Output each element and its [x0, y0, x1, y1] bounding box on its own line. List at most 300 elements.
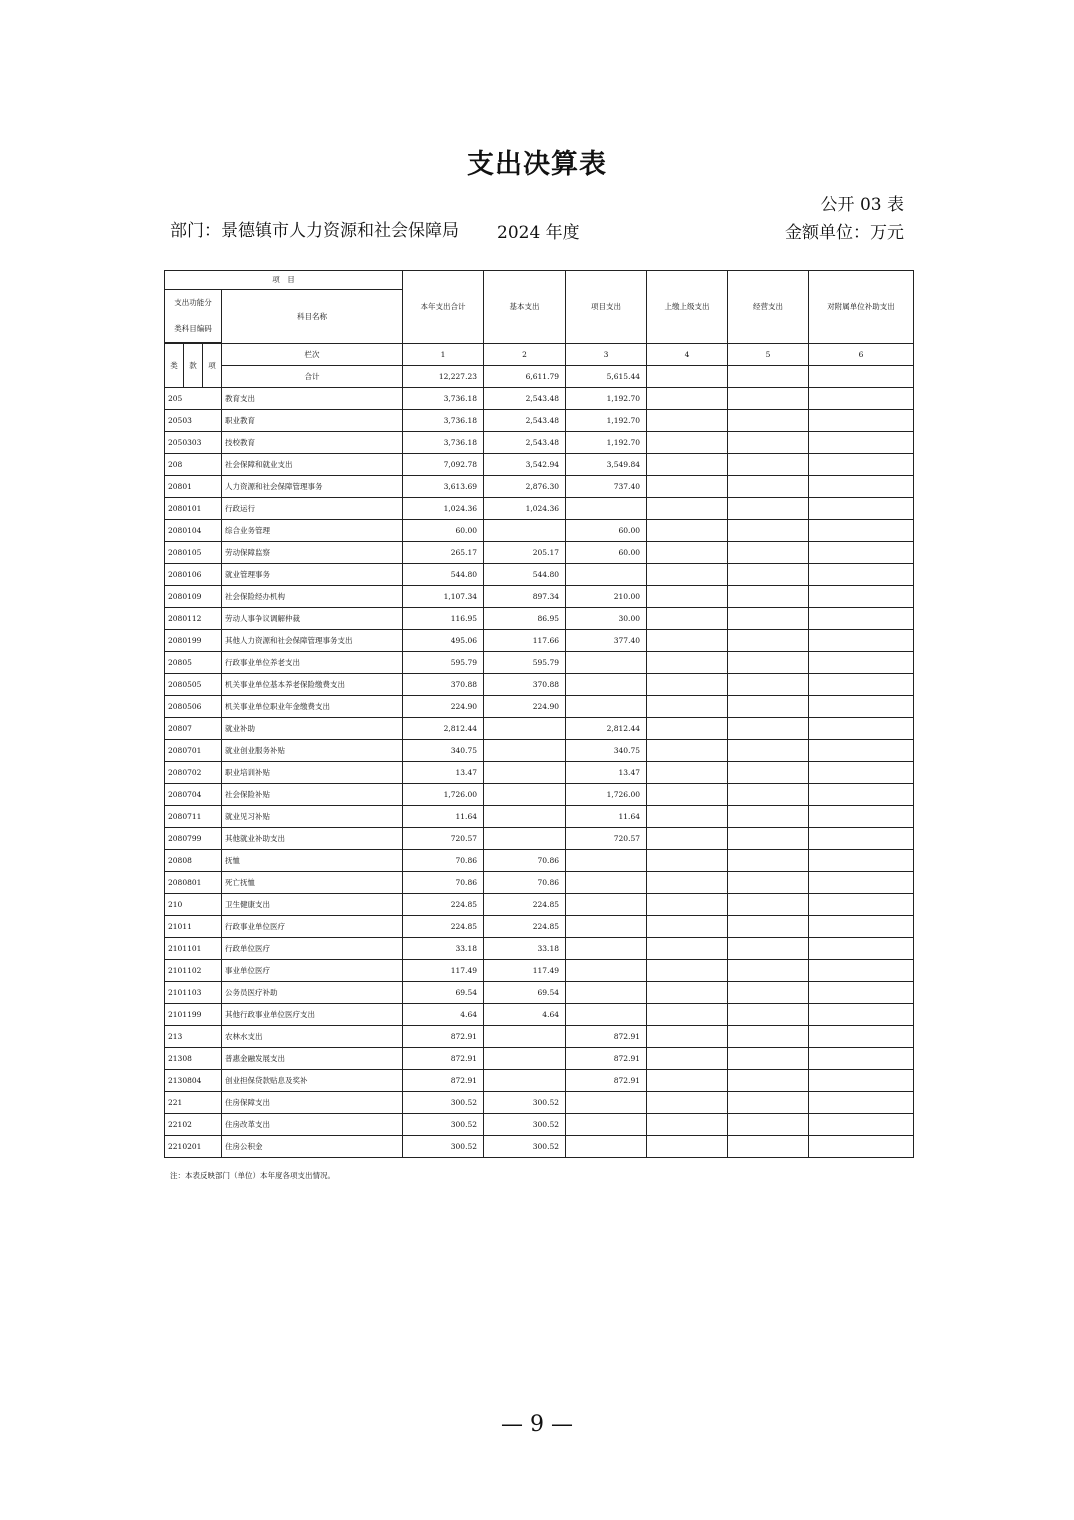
row-name: 行政事业单位医疗 [222, 916, 403, 938]
fiscal-year: 2024 年度 [497, 223, 580, 243]
table-row [165, 1026, 914, 1048]
row-code: 2101101 [165, 938, 222, 960]
row-name: 教育支出 [222, 388, 403, 410]
row-subsidy [809, 1048, 914, 1070]
row-code: 208 [165, 454, 222, 476]
header-lanci: 栏次 [222, 344, 403, 366]
header-heji: 合计 [222, 366, 403, 388]
empty-cell [647, 366, 728, 388]
row-total: 872.91 [403, 1026, 484, 1048]
row-name: 机关事业单位基本养老保险缴费支出 [222, 674, 403, 696]
row-business [728, 1114, 809, 1136]
row-total: 224.85 [403, 894, 484, 916]
row-name: 创业担保贷款贴息及奖补 [222, 1070, 403, 1092]
col-num-5: 5 [728, 344, 809, 366]
header-kuan: 款 [184, 344, 203, 388]
row-total: 1,024.36 [403, 498, 484, 520]
row-total: 872.91 [403, 1048, 484, 1070]
row-subsidy [809, 498, 914, 520]
row-name: 就业见习补贴 [222, 806, 403, 828]
col-num-3: 3 [566, 344, 647, 366]
row-code: 21011 [165, 916, 222, 938]
row-total: 70.86 [403, 850, 484, 872]
row-project: 2,812.44 [566, 718, 647, 740]
row-name: 死亡抚恤 [222, 872, 403, 894]
table-row [165, 784, 914, 806]
header-business: 经营支出 [728, 271, 809, 344]
row-code: 20503 [165, 410, 222, 432]
row-basic: 2,543.48 [484, 410, 566, 432]
row-subsidy [809, 740, 914, 762]
row-name: 社会保险补贴 [222, 784, 403, 806]
row-project [566, 696, 647, 718]
row-code: 20808 [165, 850, 222, 872]
row-code: 2080104 [165, 520, 222, 542]
row-total: 2,812.44 [403, 718, 484, 740]
row-upper [647, 960, 728, 982]
row-name: 公务员医疗补助 [222, 982, 403, 1004]
row-project: 720.57 [566, 828, 647, 850]
row-business [728, 872, 809, 894]
row-project: 30.00 [566, 608, 647, 630]
row-project [566, 938, 647, 960]
row-project [566, 872, 647, 894]
table-row [165, 476, 914, 498]
row-business [728, 652, 809, 674]
table-row [165, 696, 914, 718]
row-subsidy [809, 1026, 914, 1048]
row-upper [647, 718, 728, 740]
row-basic [484, 784, 566, 806]
row-business [728, 586, 809, 608]
row-upper [647, 1048, 728, 1070]
page-title: 支出决算表 [467, 149, 607, 180]
row-code: 2080701 [165, 740, 222, 762]
row-upper [647, 586, 728, 608]
row-basic: 1,024.36 [484, 498, 566, 520]
row-subsidy [809, 762, 914, 784]
row-upper [647, 520, 728, 542]
row-upper [647, 564, 728, 586]
table-row [165, 960, 914, 982]
col-num-2: 2 [484, 344, 566, 366]
row-subsidy [809, 564, 914, 586]
row-business [728, 520, 809, 542]
row-upper [647, 454, 728, 476]
row-subsidy [809, 894, 914, 916]
row-project [566, 982, 647, 1004]
row-basic: 595.79 [484, 652, 566, 674]
basic-sum: 6,611.79 [484, 366, 566, 388]
table-number: 公开 03 表 [820, 195, 904, 215]
row-basic [484, 1048, 566, 1070]
row-upper [647, 1070, 728, 1092]
row-subsidy [809, 1004, 914, 1026]
row-name: 住房保障支出 [222, 1092, 403, 1114]
row-business [728, 630, 809, 652]
row-subsidy [809, 938, 914, 960]
row-upper [647, 1136, 728, 1158]
row-total: 1,107.34 [403, 586, 484, 608]
row-subsidy [809, 850, 914, 872]
row-basic [484, 718, 566, 740]
row-business [728, 718, 809, 740]
table-row [165, 388, 914, 410]
row-name: 卫生健康支出 [222, 894, 403, 916]
row-upper [647, 762, 728, 784]
row-name: 住房改革支出 [222, 1114, 403, 1136]
row-basic: 70.86 [484, 850, 566, 872]
header-total: 本年支出合计 [403, 271, 484, 344]
row-upper [647, 432, 728, 454]
row-project: 872.91 [566, 1026, 647, 1048]
row-basic: 2,876.30 [484, 476, 566, 498]
row-project: 1,192.70 [566, 432, 647, 454]
row-total: 224.90 [403, 696, 484, 718]
row-business [728, 784, 809, 806]
row-project: 737.40 [566, 476, 647, 498]
row-business [728, 476, 809, 498]
row-project: 1,192.70 [566, 410, 647, 432]
row-project [566, 498, 647, 520]
row-name: 社会保险经办机构 [222, 586, 403, 608]
row-basic [484, 1070, 566, 1092]
table-row [165, 982, 914, 1004]
row-total: 300.52 [403, 1114, 484, 1136]
table-row [165, 916, 914, 938]
row-business [728, 916, 809, 938]
row-project [566, 674, 647, 696]
row-name: 综合业务管理 [222, 520, 403, 542]
row-basic: 2,543.48 [484, 432, 566, 454]
row-upper [647, 938, 728, 960]
header-func-class: 支出功能分类科目编码 [165, 290, 222, 343]
row-subsidy [809, 476, 914, 498]
row-project: 1,192.70 [566, 388, 647, 410]
table-row [165, 1092, 914, 1114]
row-business [728, 938, 809, 960]
header-upper: 上缴上级支出 [647, 271, 728, 344]
row-code: 2050303 [165, 432, 222, 454]
row-business [728, 608, 809, 630]
table-row [165, 630, 914, 652]
row-project [566, 960, 647, 982]
project-sum: 5,615.44 [566, 366, 647, 388]
table-row [165, 674, 914, 696]
row-project [566, 916, 647, 938]
table-row [165, 806, 914, 828]
row-business [728, 1092, 809, 1114]
row-basic: 300.52 [484, 1114, 566, 1136]
row-name: 技校教育 [222, 432, 403, 454]
row-business [728, 960, 809, 982]
row-subsidy [809, 916, 914, 938]
row-subsidy [809, 1114, 914, 1136]
row-subsidy [809, 674, 914, 696]
row-upper [647, 740, 728, 762]
row-name: 职业教育 [222, 410, 403, 432]
row-name: 其他就业补助支出 [222, 828, 403, 850]
row-code: 2210201 [165, 1136, 222, 1158]
row-business [728, 762, 809, 784]
row-total: 116.95 [403, 608, 484, 630]
row-upper [647, 674, 728, 696]
row-subsidy [809, 542, 914, 564]
row-name: 人力资源和社会保障管理事务 [222, 476, 403, 498]
row-project [566, 1114, 647, 1136]
row-basic: 2,543.48 [484, 388, 566, 410]
row-code: 2080112 [165, 608, 222, 630]
row-code: 2080702 [165, 762, 222, 784]
row-name: 事业单位医疗 [222, 960, 403, 982]
row-subsidy [809, 630, 914, 652]
row-basic: 33.18 [484, 938, 566, 960]
row-name: 行政事业单位养老支出 [222, 652, 403, 674]
row-subsidy [809, 388, 914, 410]
row-subsidy [809, 520, 914, 542]
row-upper [647, 850, 728, 872]
row-basic: 370.88 [484, 674, 566, 696]
row-total: 720.57 [403, 828, 484, 850]
row-total: 872.91 [403, 1070, 484, 1092]
table-note: 注：本表反映部门（单位）本年度各项支出情况。 [170, 1171, 335, 1180]
row-basic [484, 828, 566, 850]
row-code: 2130804 [165, 1070, 222, 1092]
row-subsidy [809, 652, 914, 674]
row-business [728, 542, 809, 564]
table-row [165, 520, 914, 542]
row-code: 2080101 [165, 498, 222, 520]
row-code: 2080105 [165, 542, 222, 564]
row-business [728, 674, 809, 696]
row-code: 210 [165, 894, 222, 916]
row-total: 224.85 [403, 916, 484, 938]
row-basic: 4.64 [484, 1004, 566, 1026]
row-name: 机关事业单位职业年金缴费支出 [222, 696, 403, 718]
row-project: 210.00 [566, 586, 647, 608]
row-name: 其他人力资源和社会保障管理事务支出 [222, 630, 403, 652]
row-business [728, 454, 809, 476]
row-project: 60.00 [566, 542, 647, 564]
row-total: 544.80 [403, 564, 484, 586]
lanci-row [165, 344, 914, 366]
row-business [728, 1004, 809, 1026]
row-name: 劳动人事争议调解仲裁 [222, 608, 403, 630]
row-project [566, 652, 647, 674]
table-row [165, 1114, 914, 1136]
row-subsidy [809, 1136, 914, 1158]
row-subsidy [809, 696, 914, 718]
row-basic [484, 762, 566, 784]
row-basic: 897.34 [484, 586, 566, 608]
row-business [728, 828, 809, 850]
page-number: — 9 — [501, 1412, 573, 1437]
row-upper [647, 608, 728, 630]
row-code: 2101199 [165, 1004, 222, 1026]
row-basic: 300.52 [484, 1092, 566, 1114]
table-row [165, 872, 914, 894]
row-total: 69.54 [403, 982, 484, 1004]
row-basic [484, 520, 566, 542]
row-business [728, 388, 809, 410]
header-xiang: 项 [203, 344, 222, 388]
row-project [566, 564, 647, 586]
empty-cell [809, 366, 914, 388]
row-name: 劳动保障监察 [222, 542, 403, 564]
row-business [728, 564, 809, 586]
row-basic: 544.80 [484, 564, 566, 586]
table-row [165, 1070, 914, 1092]
row-basic: 117.66 [484, 630, 566, 652]
row-subsidy [809, 432, 914, 454]
row-basic: 3,542.94 [484, 454, 566, 476]
row-upper [647, 872, 728, 894]
row-basic: 300.52 [484, 1136, 566, 1158]
row-basic [484, 1026, 566, 1048]
row-project: 11.64 [566, 806, 647, 828]
row-code: 205 [165, 388, 222, 410]
row-subsidy [809, 806, 914, 828]
row-subsidy [809, 982, 914, 1004]
row-business [728, 1070, 809, 1092]
row-upper [647, 388, 728, 410]
row-project: 13.47 [566, 762, 647, 784]
row-upper [647, 542, 728, 564]
table-row [165, 564, 914, 586]
table-row [165, 1004, 914, 1026]
row-upper [647, 982, 728, 1004]
row-code: 20807 [165, 718, 222, 740]
row-business [728, 1136, 809, 1158]
row-name: 普惠金融发展支出 [222, 1048, 403, 1070]
row-code: 21308 [165, 1048, 222, 1070]
row-name: 其他行政事业单位医疗支出 [222, 1004, 403, 1026]
row-upper [647, 1092, 728, 1114]
table-row [165, 1136, 914, 1158]
row-upper [647, 696, 728, 718]
row-subsidy [809, 454, 914, 476]
row-total: 4.64 [403, 1004, 484, 1026]
row-basic: 224.90 [484, 696, 566, 718]
row-subsidy [809, 410, 914, 432]
row-name: 就业管理事务 [222, 564, 403, 586]
table-row [165, 894, 914, 916]
row-code: 221 [165, 1092, 222, 1114]
row-project: 60.00 [566, 520, 647, 542]
row-upper [647, 894, 728, 916]
row-upper [647, 806, 728, 828]
row-upper [647, 476, 728, 498]
row-subsidy [809, 828, 914, 850]
row-project [566, 850, 647, 872]
row-total: 340.75 [403, 740, 484, 762]
row-project [566, 1004, 647, 1026]
row-subsidy [809, 784, 914, 806]
row-total: 11.64 [403, 806, 484, 828]
row-name: 行政运行 [222, 498, 403, 520]
data-rows [165, 388, 914, 1158]
table-row [165, 828, 914, 850]
row-basic: 224.85 [484, 916, 566, 938]
row-basic: 117.49 [484, 960, 566, 982]
row-upper [647, 498, 728, 520]
department-label: 部门：景德镇市人力资源和社会保障局 [170, 221, 459, 241]
table-row [165, 1048, 914, 1070]
row-project: 340.75 [566, 740, 647, 762]
amount-unit: 金额单位：万元 [785, 223, 904, 243]
row-total: 300.52 [403, 1136, 484, 1158]
row-project: 872.91 [566, 1070, 647, 1092]
header-basic: 基本支出 [484, 271, 566, 344]
row-upper [647, 916, 728, 938]
row-upper [647, 784, 728, 806]
row-total: 300.52 [403, 1092, 484, 1114]
table-row [165, 498, 914, 520]
row-subsidy [809, 960, 914, 982]
row-subsidy [809, 586, 914, 608]
row-business [728, 410, 809, 432]
row-code: 2080505 [165, 674, 222, 696]
row-code: 2101102 [165, 960, 222, 982]
row-total: 265.17 [403, 542, 484, 564]
row-total: 370.88 [403, 674, 484, 696]
header-project: 项目支出 [566, 271, 647, 344]
row-upper [647, 410, 728, 432]
table-row [165, 608, 914, 630]
table-row [165, 652, 914, 674]
table-row [165, 410, 914, 432]
total-sum: 12,227.23 [403, 366, 484, 388]
row-name: 就业创业服务补贴 [222, 740, 403, 762]
totals-row [165, 366, 914, 388]
row-total: 117.49 [403, 960, 484, 982]
header-subsidy: 对附属单位补助支出 [809, 271, 914, 344]
row-code: 20805 [165, 652, 222, 674]
header-lei: 类 [165, 344, 184, 388]
row-subsidy [809, 872, 914, 894]
row-upper [647, 630, 728, 652]
row-code: 213 [165, 1026, 222, 1048]
row-upper [647, 828, 728, 850]
row-total: 13.47 [403, 762, 484, 784]
table-row [165, 542, 914, 564]
table-row [165, 718, 914, 740]
row-code: 2080506 [165, 696, 222, 718]
row-total: 60.00 [403, 520, 484, 542]
table-row [165, 762, 914, 784]
row-subsidy [809, 1092, 914, 1114]
row-business [728, 432, 809, 454]
row-subsidy [809, 1070, 914, 1092]
row-code: 2080109 [165, 586, 222, 608]
row-name: 行政单位医疗 [222, 938, 403, 960]
row-code: 2080801 [165, 872, 222, 894]
row-code: 2080799 [165, 828, 222, 850]
row-business [728, 850, 809, 872]
table-row [165, 432, 914, 454]
row-basic: 224.85 [484, 894, 566, 916]
row-code: 2101103 [165, 982, 222, 1004]
row-business [728, 696, 809, 718]
empty-cell [728, 366, 809, 388]
row-project: 3,549.84 [566, 454, 647, 476]
row-name: 职业培训补贴 [222, 762, 403, 784]
row-total: 3,736.18 [403, 410, 484, 432]
row-total: 3,736.18 [403, 432, 484, 454]
row-basic [484, 740, 566, 762]
col-num-1: 1 [403, 344, 484, 366]
row-upper [647, 652, 728, 674]
